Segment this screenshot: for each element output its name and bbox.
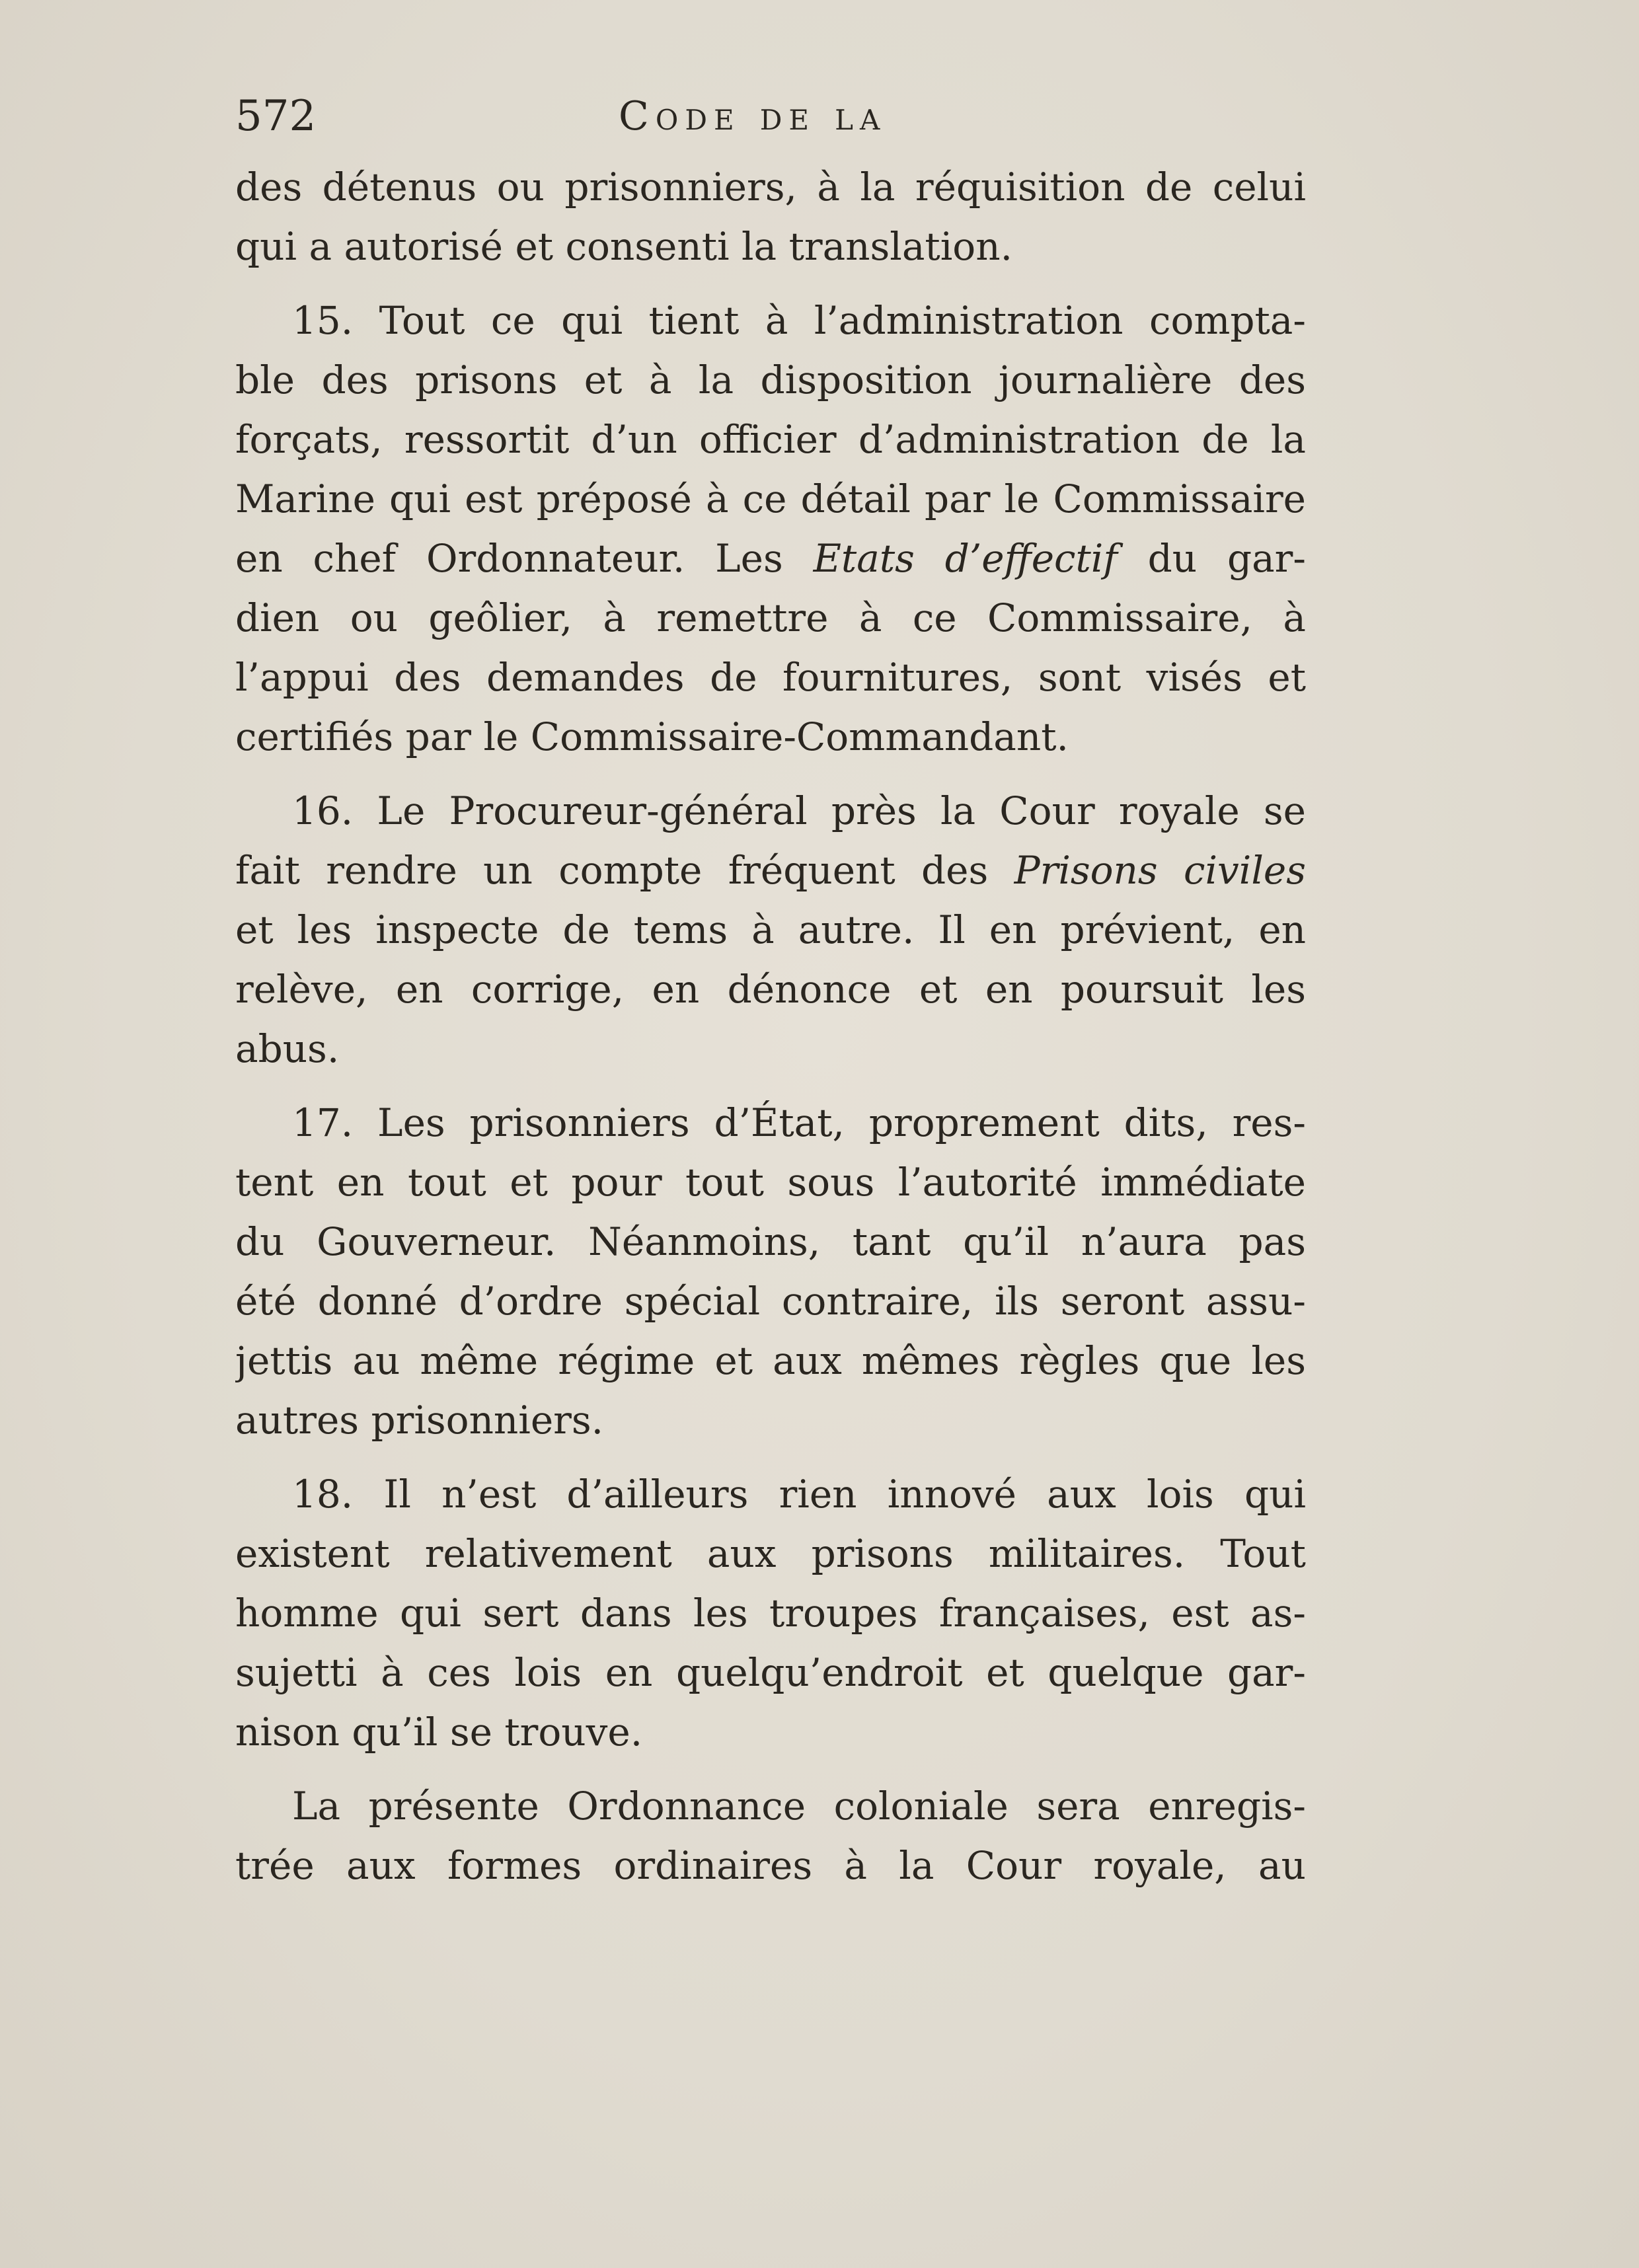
article-17 — [235, 1093, 1306, 1450]
text-line: La présente Ordonnance coloniale sera enregis- — [292, 1784, 1306, 1829]
running-title: Code de la — [619, 93, 887, 139]
article-15 — [235, 291, 1306, 767]
text-line: Marine qui est préposé à ce détail par le Commissaire — [235, 476, 1306, 521]
text-line: et les inspecte de tems à autre. Il en prévient, en — [235, 907, 1306, 952]
text-line: dien ou geôlier, à remettre à ce Commissaire, à — [235, 595, 1306, 640]
text-line: existent relativement aux prisons militaires. Tout — [235, 1531, 1306, 1576]
text-line: abus. — [235, 1026, 340, 1071]
text-line — [235, 529, 1306, 588]
text-line: sujetti à ces lois en quelqu’endroit et quelque gar- — [235, 1650, 1306, 1695]
text-line: 15. Tout ce qui tient à l’administration compta- — [292, 298, 1306, 343]
text-line: du Gouverneur. Néanmoins, tant qu’il n’aura pas — [235, 1219, 1306, 1264]
text-segment: du gar- — [1117, 536, 1306, 581]
text-line: trée aux formes ordinaires à la Cour royale, au — [235, 1843, 1306, 1888]
text-line: tent en tout et pour tout sous l’autorité immédiate — [235, 1160, 1306, 1205]
intro-paragraph — [235, 157, 1306, 276]
italic-term-prisons-civiles: Prisons civiles — [1014, 848, 1306, 893]
text-line: 17. Les prisonniers d’État, proprement dits, res- — [292, 1100, 1306, 1145]
text-line: autres prisonniers. — [235, 1398, 604, 1443]
text-line: qui a autorisé et consenti la translation. — [235, 224, 1013, 269]
closing-paragraph — [235, 1776, 1306, 1895]
page-header — [235, 90, 1306, 143]
text-line: certifiés par le Commissaire-Commandant. — [235, 714, 1069, 759]
text-line — [235, 841, 1306, 900]
text-segment: en chef Ordonnateur. Les — [235, 536, 814, 581]
text-line: homme qui sert dans les troupes françaises, est as- — [235, 1591, 1306, 1636]
text-segment: fait rendre un compte fréquent des — [235, 848, 1014, 893]
text-line: 16. Le Procureur-général près la Cour royale se — [292, 788, 1306, 833]
article-16 — [235, 781, 1306, 1078]
italic-term-etats-effectif: Etats d’effectif — [813, 536, 1118, 581]
page-number: 572 — [235, 92, 317, 141]
text-line: été donné d’ordre spécial contraire, ils seront assu- — [235, 1279, 1306, 1324]
text-line: 18. Il n’est d’ailleurs rien innové aux lois qui — [292, 1472, 1306, 1517]
text-line: l’appui des demandes de fournitures, sont visés et — [235, 655, 1306, 700]
body-text — [235, 157, 1306, 1895]
article-18 — [235, 1464, 1306, 1762]
text-line: des détenus ou prisonniers, à la réquisition de celui — [235, 165, 1306, 209]
text-line: nison qu’il se trouve. — [235, 1710, 643, 1755]
text-line: forçats, ressortit d’un officier d’administration de la — [235, 417, 1306, 462]
text-line: relève, en corrige, en dénonce et en poursuit les — [235, 967, 1306, 1012]
text-line: ble des prisons et à la disposition journalière des — [235, 358, 1306, 402]
text-line: jettis au même régime et aux mêmes règles que les — [235, 1338, 1306, 1383]
